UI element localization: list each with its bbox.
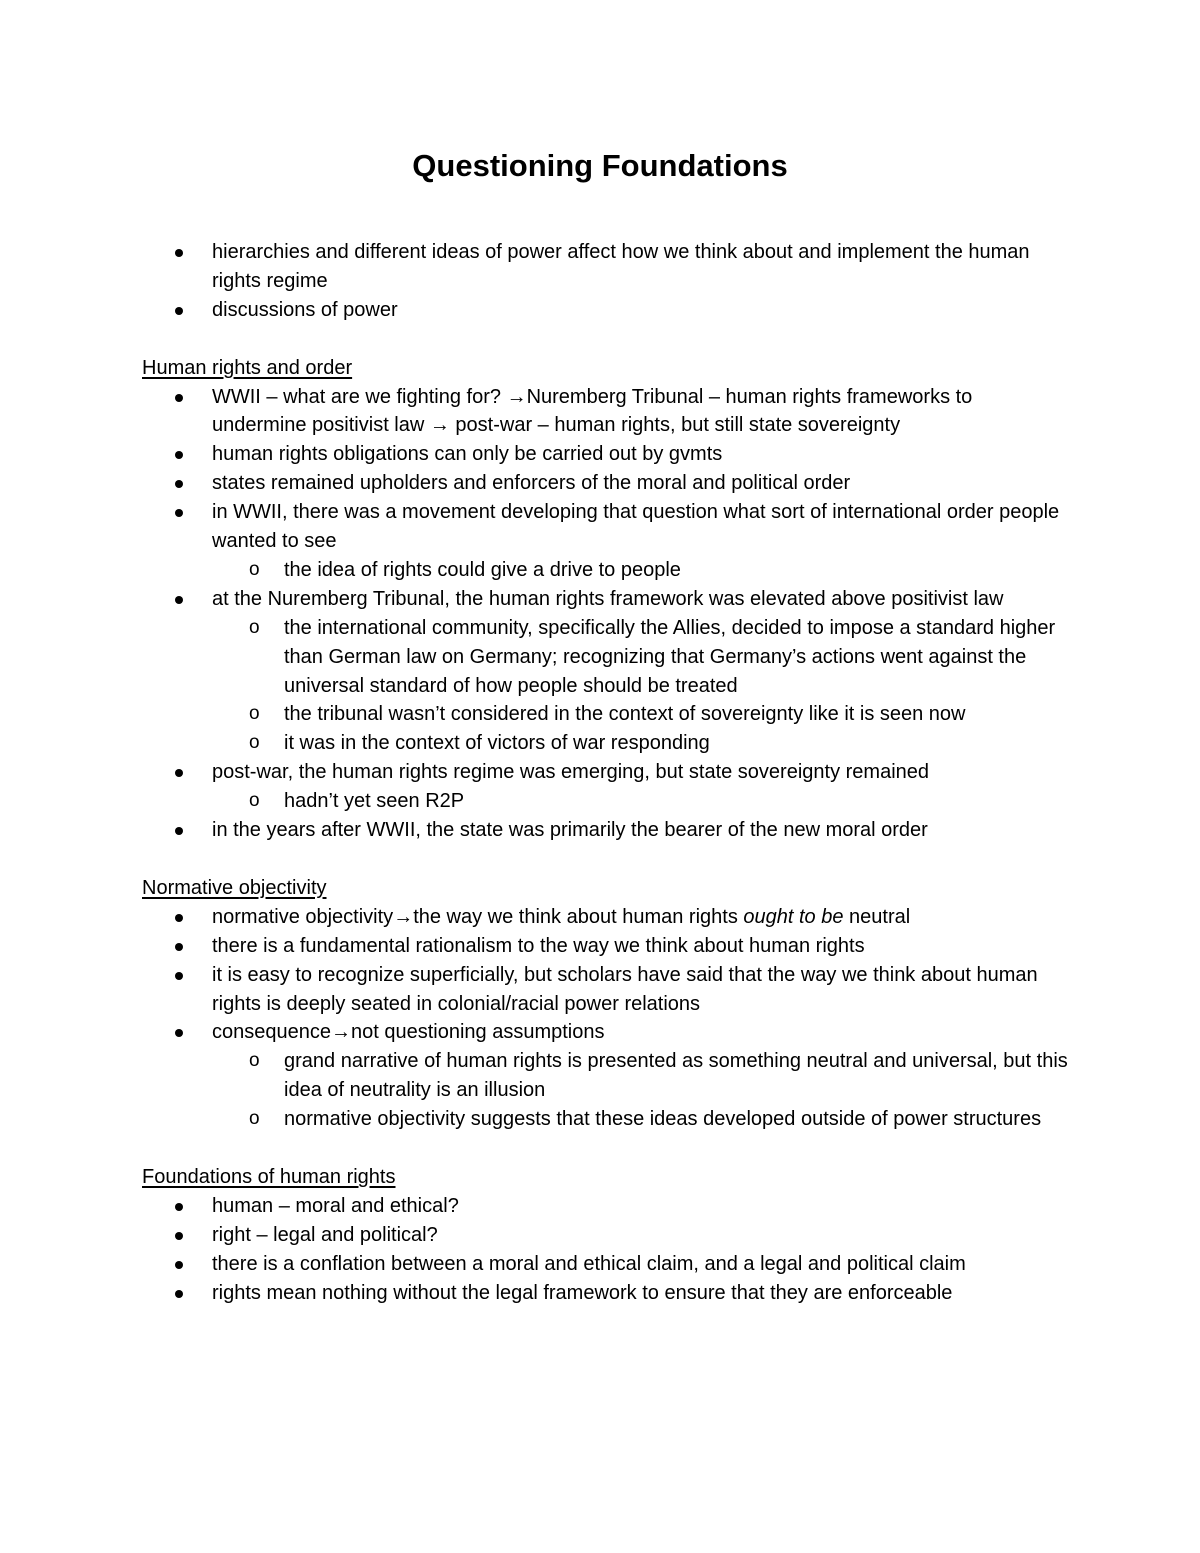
list-item-text: hierarchies and different ideas of power affect how we think about and implement the human rights regime xyxy=(212,241,1030,292)
list-item-text: rights mean nothing without the legal framework to ensure that they are enforceable xyxy=(212,1281,953,1304)
sub-list-item xyxy=(0,787,1074,816)
sub-list-item xyxy=(0,1047,1074,1105)
list-item-text: human – moral and ethical? xyxy=(212,1194,459,1217)
text-run: post-war – human rights, but still state sovereignty xyxy=(449,414,901,437)
list-item xyxy=(0,238,1072,296)
text-run: the way we think about human rights xyxy=(413,905,744,928)
list-item xyxy=(0,585,1072,614)
list-item-text xyxy=(212,906,910,928)
intro-list xyxy=(0,238,1200,325)
text-run: WWII – what are we fighting for? xyxy=(212,385,507,408)
section-human-rights-and-order xyxy=(0,354,1200,845)
list-item xyxy=(0,498,1072,556)
document-title: Questioning Foundations xyxy=(412,148,788,183)
list-item-text xyxy=(212,386,972,437)
list-item-text: o the tribunal wasn’t considered in the context of sovereignty like it is seen now xyxy=(284,703,965,725)
section-normative-objectivity xyxy=(0,874,1200,1134)
section-heading: Normative objectivity xyxy=(142,876,327,899)
sub-list-item xyxy=(0,556,1074,585)
list-item xyxy=(0,296,1072,325)
sub-list-item xyxy=(0,700,1074,729)
text-run: neutral xyxy=(843,905,911,928)
section-heading: Human rights and order xyxy=(142,356,353,379)
spacer xyxy=(0,325,1200,354)
list-item-text: in the years after WWII, the state was primarily the bearer of the new moral order xyxy=(212,819,928,842)
text-run: normative objectivity xyxy=(212,905,394,928)
list-item-text: there is a fundamental rationalism to the way we think about human rights xyxy=(212,934,865,957)
list-item-text: states remained upholders and enforcers of the moral and political order xyxy=(212,472,851,495)
list-item xyxy=(0,758,1072,787)
spacer xyxy=(0,1134,1200,1163)
list-item xyxy=(0,932,1072,961)
list-item-text: o the idea of rights could give a drive to people xyxy=(284,559,681,581)
arrow-icon: → xyxy=(506,385,527,408)
list-item xyxy=(0,469,1072,498)
list-item-text: post-war, the human rights regime was emerging, but state sovereignty remained xyxy=(212,761,930,784)
list-item-text: there is a conflation between a moral and ethical claim, and a legal and political claim xyxy=(212,1252,966,1275)
list-item-text: in WWII, there was a movement developing that question what sort of international order people wanted to see xyxy=(212,501,1060,553)
list-item-text xyxy=(212,1021,604,1043)
spacer xyxy=(0,845,1200,874)
list-item xyxy=(0,1018,1072,1047)
document-body xyxy=(0,238,1200,1307)
list-item-text: right – legal and political? xyxy=(212,1223,438,1246)
sub-list-item xyxy=(0,1105,1074,1134)
section-list xyxy=(0,383,1200,846)
text-run: not questioning assumptions xyxy=(350,1021,605,1044)
list-item-text: o grand narrative of human rights is presented as something neutral and universal, but this idea of neutrality is an illusion xyxy=(284,1050,1068,1101)
emphasis-text: ought to be xyxy=(743,905,844,928)
arrow-icon: → xyxy=(393,905,414,928)
list-item-text: human rights obligations can only be carried out by gvmts xyxy=(212,443,723,466)
list-item xyxy=(0,1221,1072,1250)
section-foundations-of-human-rights xyxy=(0,1163,1200,1308)
list-item-text: discussions of power xyxy=(212,298,398,321)
list-item xyxy=(0,903,1072,932)
sub-list-item xyxy=(0,729,1074,758)
list-item-text: at the Nuremberg Tribunal, the human rights framework was elevated above positivist law xyxy=(212,587,1004,610)
list-item-text: o hadn’t yet seen R2P xyxy=(284,790,464,812)
sub-list-item xyxy=(0,614,1074,701)
text-run: Nuremberg Tribunal – human rights frameworks to undermine positivist law xyxy=(212,385,973,437)
list-item xyxy=(0,383,1072,441)
list-item-text: o the international community, specifically the Allies, decided to impose a standard higher than German law on Germany; recognizing that Germany’s actions went against the universal standard of how people should be treated xyxy=(284,617,1055,697)
list-item-text: o normative objectivity suggests that these ideas developed outside of power structures xyxy=(284,1108,1041,1130)
section-list xyxy=(0,903,1200,1134)
section-heading: Foundations of human rights xyxy=(142,1165,396,1188)
list-item-text: it is easy to recognize superficially, but scholars have said that the way we think about human rights is deeply seated in colonial/racial power relations xyxy=(212,963,1038,1015)
list-item xyxy=(0,1279,1072,1308)
list-item xyxy=(0,1192,1072,1221)
list-item xyxy=(0,961,1072,1019)
list-item-text: o it was in the context of victors of war responding xyxy=(284,732,710,754)
list-item xyxy=(0,816,1072,845)
text-run: consequence xyxy=(212,1021,331,1044)
arrow-icon: → xyxy=(330,1021,351,1044)
list-item xyxy=(0,1250,1072,1279)
arrow-icon: → xyxy=(429,414,450,437)
list-item xyxy=(0,440,1072,469)
section-list xyxy=(0,1192,1200,1308)
